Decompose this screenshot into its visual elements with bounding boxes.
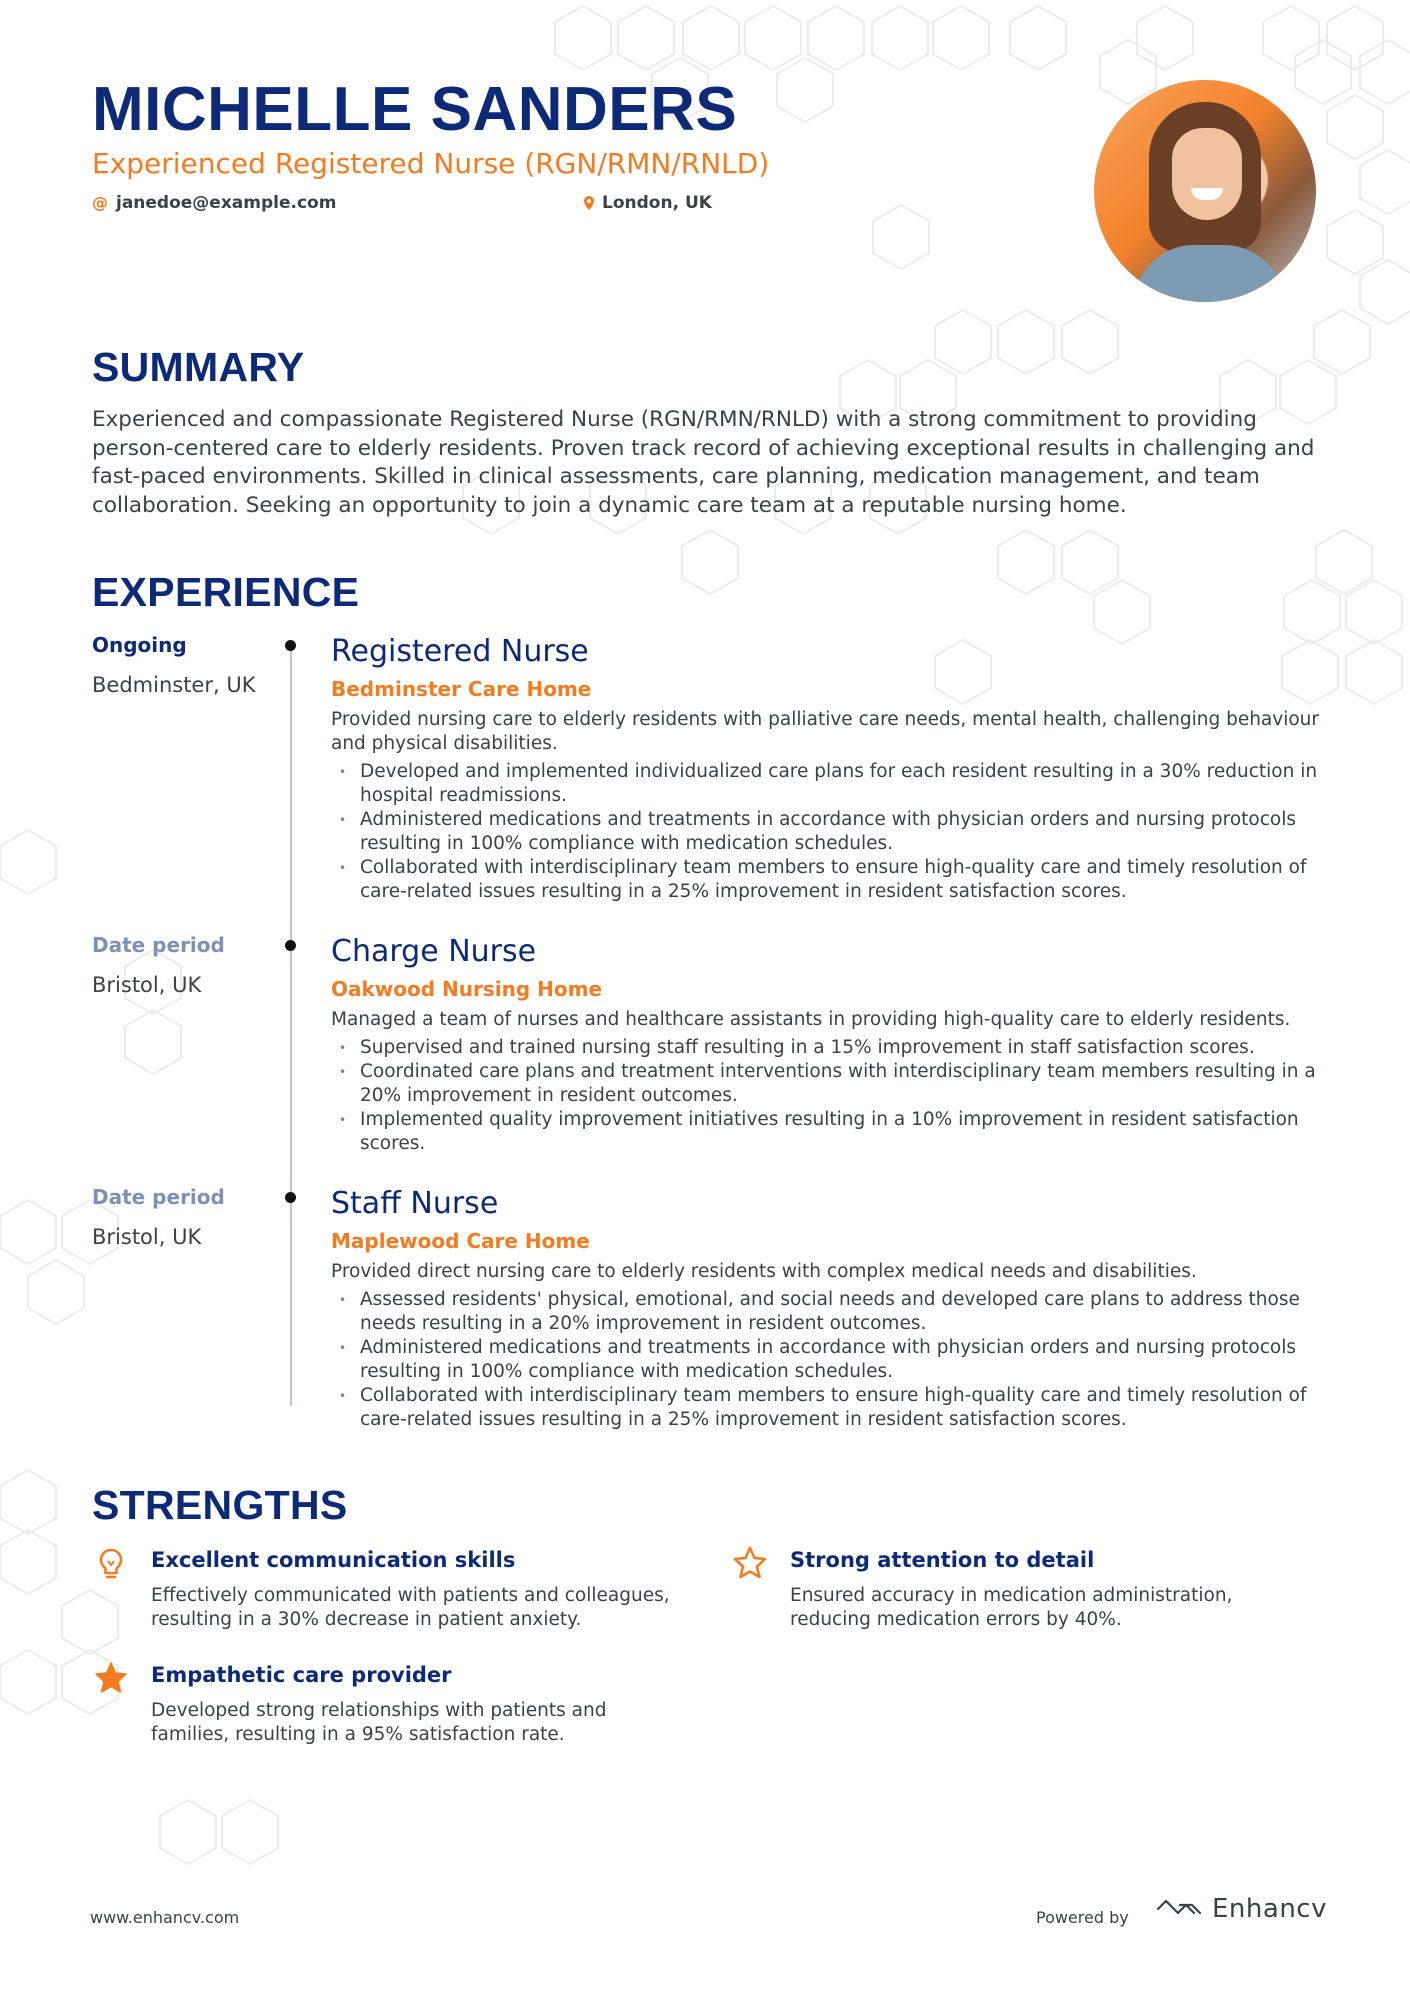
profile-photo	[1094, 80, 1316, 302]
achievement-list	[331, 1036, 1331, 1156]
job-title: Registered Nurse	[331, 634, 589, 669]
experience-location: Bristol, UK	[92, 1225, 202, 1249]
candidate-headline: Experienced Registered Nurse (RGN/RMN/RNLD)	[92, 147, 770, 180]
job-description: Provided nursing care to elderly residents with palliative care needs, mental health, challenging behaviour and physical disabilities.	[331, 709, 1320, 754]
candidate-name: MICHELLE SANDERS	[92, 75, 738, 144]
experience-entry	[331, 933, 1331, 1156]
achievement-list	[331, 760, 1331, 904]
company-name: Maplewood Care Home	[331, 1229, 590, 1253]
strength-title: Excellent communication skills	[151, 1548, 516, 1572]
contact-email[interactable]	[92, 193, 336, 213]
experience-date: Date period	[92, 1185, 225, 1209]
achievement-item: • Developed and implemented individualized care plans for each resident resulting in a 30% reduction in hospital readmissions.	[331, 760, 1331, 808]
achievement-item: • Coordinated care plans and treatment interventions with interdisciplinary team members resulting in a 20% improvement in resident outcomes.	[331, 1060, 1331, 1108]
contact-location	[584, 193, 712, 213]
at-icon: @	[92, 193, 108, 212]
footer-url-link[interactable]: www.enhancv.com	[90, 1908, 240, 1927]
job-description: Provided direct nursing care to elderly residents with complex medical needs and disabilities.	[331, 1261, 1197, 1282]
achievement-item: • Collaborated with interdisciplinary team members to ensure high-quality care and timely resolution of care-related issues resulting in a 25% improvement in resident satisfaction scores.	[331, 856, 1331, 904]
achievement-list	[331, 1288, 1331, 1432]
brand-name: Enhancv	[1212, 1894, 1327, 1924]
lightbulb-icon	[92, 1544, 130, 1582]
timeline-line	[290, 646, 292, 1406]
job-description: Managed a team of nurses and healthcare assistants in providing high-quality care to elderly residents.	[331, 1009, 1291, 1030]
email-text: janedoe@example.com	[116, 193, 337, 213]
achievement-item: • Collaborated with interdisciplinary team members to ensure high-quality care and timely resolution of care-related issues resulting in a 25% improvement in resident satisfaction scores.	[331, 1384, 1331, 1432]
location-text: London, UK	[602, 193, 712, 213]
experience-entry	[331, 633, 1331, 904]
company-name: Oakwood Nursing Home	[331, 977, 603, 1001]
star-filled-icon	[92, 1659, 130, 1697]
strength-description: Ensured accuracy in medication administration, reducing medication errors by 40%.	[790, 1585, 1233, 1630]
enhancv-logo-icon	[1156, 1897, 1202, 1921]
experience-location: Bedminster, UK	[92, 673, 256, 697]
experience-entry	[331, 1185, 1331, 1432]
timeline-dot	[285, 640, 296, 651]
strength-description: Effectively communicated with patients and colleagues, resulting in a 30% decrease in patient anxiety.	[151, 1585, 670, 1630]
map-pin-icon	[584, 196, 594, 210]
star-outline-icon	[731, 1544, 769, 1582]
achievement-item: • Assessed residents' physical, emotional, and social needs and developed care plans to address those needs resulting in a 20% improvement in resident outcomes.	[331, 1288, 1331, 1336]
company-name: Bedminster Care Home	[331, 677, 592, 701]
strength-description: Developed strong relationships with patients and families, resulting in a 95% satisfaction rate.	[151, 1700, 607, 1745]
experience-heading: EXPERIENCE	[92, 569, 360, 615]
timeline-dot	[285, 940, 296, 951]
timeline-dot	[285, 1192, 296, 1203]
experience-location: Bristol, UK	[92, 973, 202, 997]
experience-date: Ongoing	[92, 633, 187, 657]
summary-text: Experienced and compassionate Registered Nurse (RGN/RMN/RNLD) with a strong commitment to providing person-centered care to elderly residents. Proven track record of achieving exceptional results in challenging and fast-paced environments. Skilled in clinical assessments, care planning, medication management, and team collaboration. Seeking an opportunity to join a dynamic care team at a reputable nursing home.	[92, 407, 1315, 518]
achievement-item: • Administered medications and treatments in accordance with physician orders and nursing protocols resulting in 100% compliance with medication schedules.	[331, 1336, 1331, 1384]
powered-by-label: Powered by	[1036, 1908, 1129, 1927]
achievement-item: • Implemented quality improvement initiatives resulting in a 10% improvement in resident satisfaction scores.	[331, 1108, 1331, 1156]
job-title: Staff Nurse	[331, 1186, 499, 1221]
summary-heading: SUMMARY	[92, 344, 305, 390]
achievement-item: • Administered medications and treatments in accordance with physician orders and nursing protocols resulting in 100% compliance with medication schedules.	[331, 808, 1331, 856]
strengths-heading: STRENGTHS	[92, 1482, 348, 1528]
experience-date: Date period	[92, 933, 225, 957]
achievement-item: • Supervised and trained nursing staff resulting in a 15% improvement in staff satisfaction scores.	[331, 1036, 1331, 1060]
job-title: Charge Nurse	[331, 934, 537, 969]
enhancv-brand[interactable]	[1156, 1894, 1327, 1924]
strength-title: Strong attention to detail	[790, 1548, 1095, 1572]
strength-title: Empathetic care provider	[151, 1663, 452, 1687]
